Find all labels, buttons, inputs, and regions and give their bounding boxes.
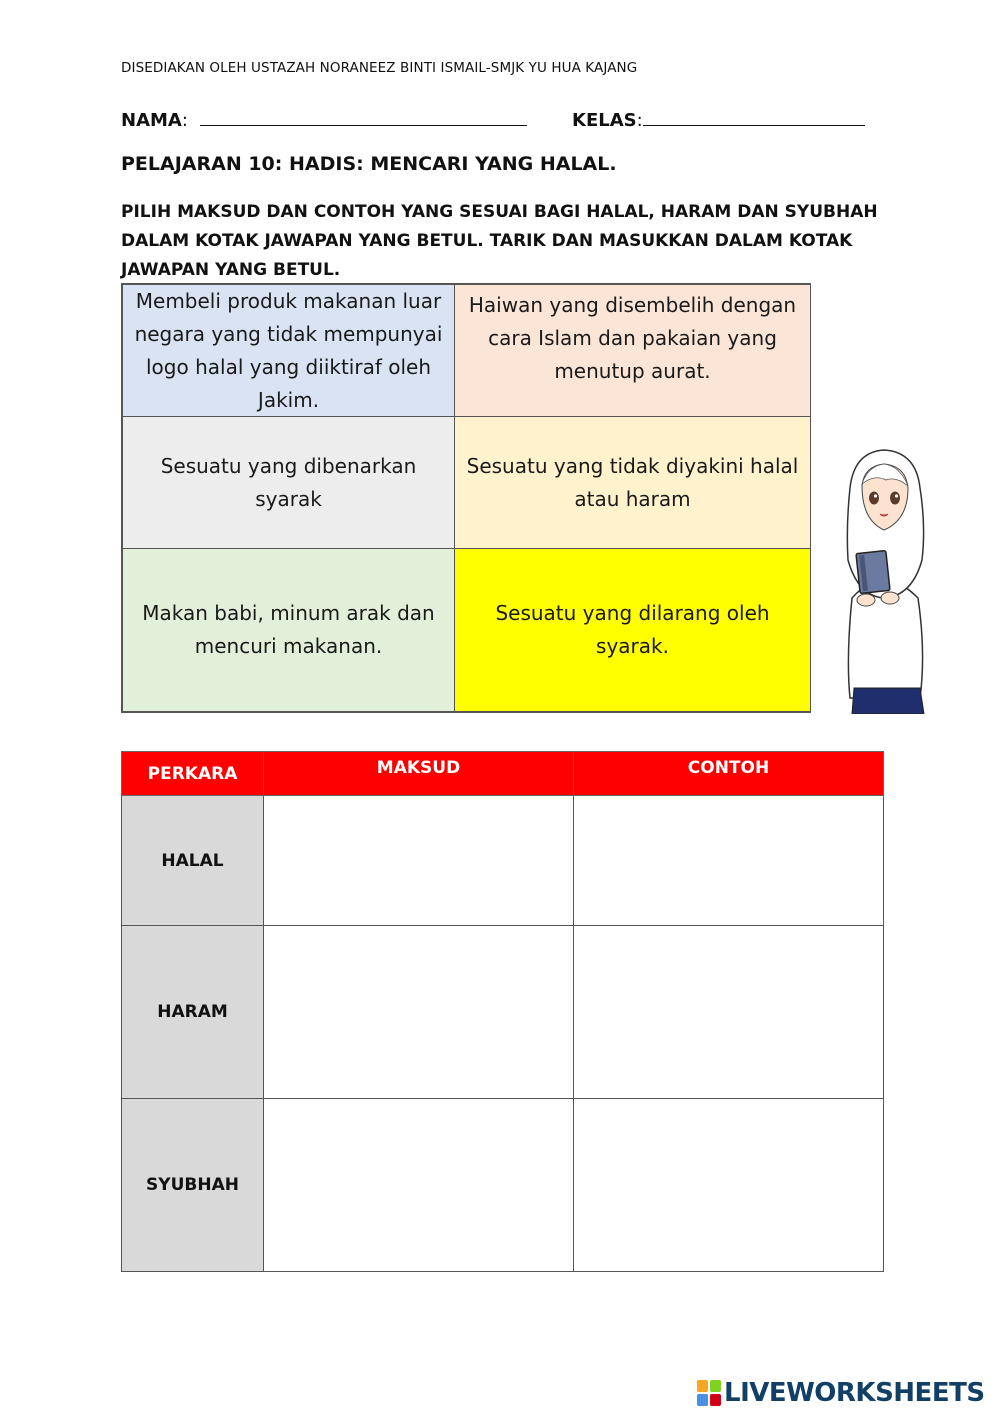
table-row-haram	[122, 926, 884, 1099]
header-contoh: CONTOH	[574, 752, 884, 796]
table-row-halal	[122, 796, 884, 926]
logo-tile-2	[710, 1380, 721, 1392]
nama-blank[interactable]	[200, 106, 527, 126]
kelas-colon: :	[636, 110, 643, 131]
logo-tile-4	[710, 1394, 721, 1406]
kelas-label: KELAS	[572, 110, 637, 131]
drop-zone-haram-contoh[interactable]	[574, 926, 884, 1099]
drop-zone-halal-contoh[interactable]	[574, 796, 884, 926]
credit-line: DISEDIAKAN OLEH USTAZAH NORANEEZ BINTI ISMAIL-SMJK YU HUA KAJANG	[121, 60, 638, 76]
header-maksud: MAKSUD	[264, 752, 574, 796]
liveworksheets-logo-icon	[697, 1380, 721, 1406]
drag-card-4[interactable]: Sesuatu yang tidak diyakini halal atau haram	[454, 416, 811, 549]
drag-card-1[interactable]: Membeli produk makanan luar negara yang tidak mempunyai logo halal yang diiktiraf oleh Jakim.	[122, 284, 455, 417]
table-row-syubhah	[122, 1099, 884, 1272]
drop-zone-syubhah-maksud[interactable]	[264, 1099, 574, 1272]
row-label-halal: HALAL	[122, 796, 264, 926]
brand-name: LIVEWORKSHEETS	[724, 1378, 985, 1408]
instruction-text: PILIH MAKSUD DAN CONTOH YANG SESUAI BAGI HALAL, HARAM DAN SYUBHAH DALAM KOTAK JAWAPAN YANG BETUL. TARIK DAN MASUKKAN DALAM KOTAK JAWAPAN YANG BETUL.	[121, 202, 878, 280]
logo-tile-1	[697, 1380, 708, 1392]
drop-zone-syubhah-contoh[interactable]	[574, 1099, 884, 1272]
logo-tile-3	[697, 1394, 708, 1406]
row-label-haram: HARAM	[122, 926, 264, 1099]
drag-card-2[interactable]: Haiwan yang disembelih dengan cara Islam dan pakaian yang menutup aurat.	[454, 284, 811, 417]
nama-colon: :	[181, 110, 188, 131]
drag-card-5[interactable]: Makan babi, minum arak dan mencuri makanan.	[122, 548, 455, 712]
drag-card-6[interactable]: Sesuatu yang dilarang oleh syarak.	[454, 548, 811, 712]
header-perkara: PERKARA	[122, 752, 264, 796]
row-label-syubhah: SYUBHAH	[122, 1099, 264, 1272]
drag-card-3[interactable]: Sesuatu yang dibenarkan syarak	[122, 416, 455, 549]
hijab-girl-illustration	[838, 448, 930, 714]
kelas-blank[interactable]	[643, 106, 865, 126]
drop-zone-halal-maksud[interactable]	[264, 796, 574, 926]
name-class-row	[121, 106, 881, 134]
drop-zone-haram-maksud[interactable]	[264, 926, 574, 1099]
answer-table	[121, 751, 884, 1272]
nama-label: NAMA	[121, 110, 182, 131]
liveworksheets-brand	[697, 1377, 985, 1409]
kelas-field	[572, 106, 865, 131]
answer-card-grid	[121, 283, 811, 713]
lesson-title: PELAJARAN 10: HADIS: MENCARI YANG HALAL.	[121, 153, 617, 175]
